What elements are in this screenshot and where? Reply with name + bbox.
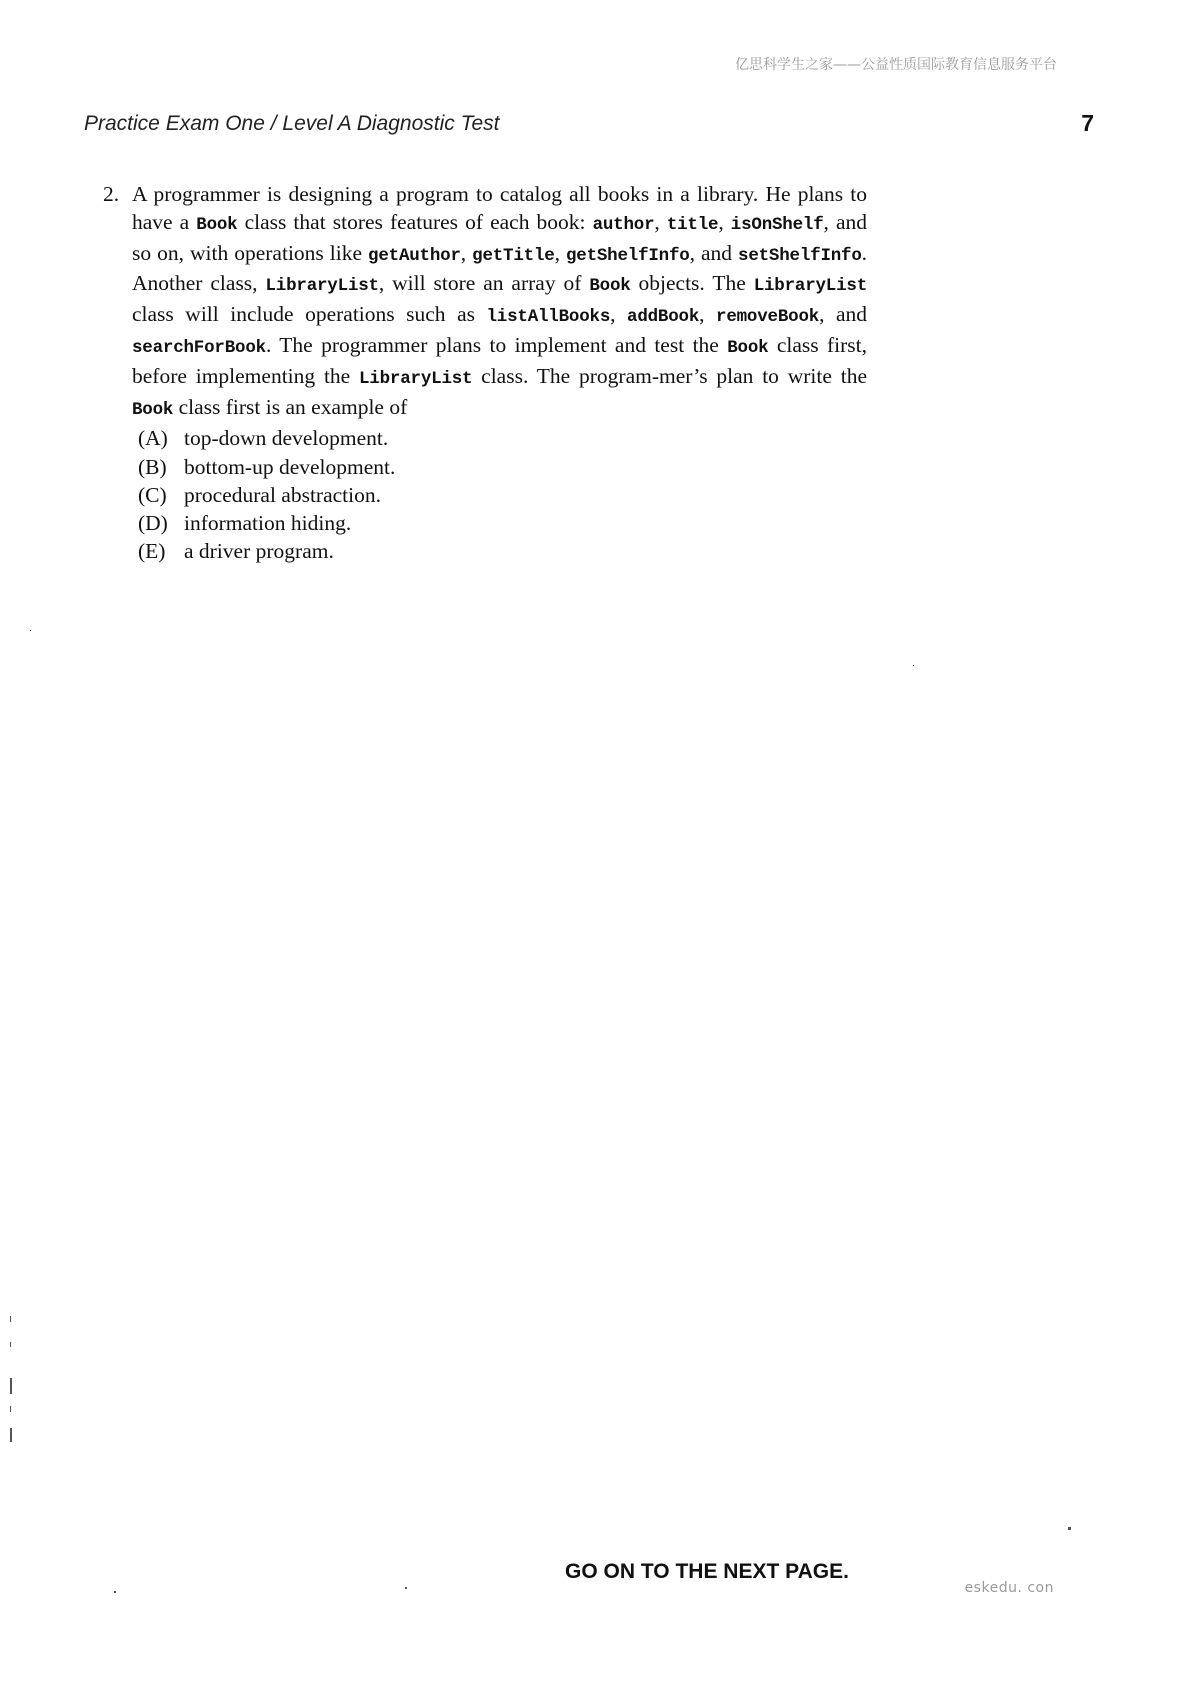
option-letter: (E)	[138, 539, 166, 564]
stem-code: title	[666, 214, 719, 235]
page-number: 7	[1081, 110, 1094, 136]
stem-code: Book	[196, 214, 238, 235]
stem-code: removeBook	[716, 307, 820, 328]
stem-text: ,	[718, 209, 731, 234]
stem-code: author	[592, 214, 655, 235]
watermark-top: 亿思科学生之家——公益性质国际教育信息服务平台	[735, 57, 1057, 73]
stem-text: , and	[689, 240, 739, 265]
option-a[interactable]	[138, 424, 867, 452]
stem-code: isOnShelf	[730, 214, 824, 235]
stem-code: searchForBook	[132, 337, 266, 358]
stem-code: Book	[132, 399, 174, 420]
stem-text: . The programmer plans to implement and test the	[265, 332, 728, 357]
stem-code: LibraryList	[753, 276, 868, 297]
stem-code: getAuthor	[368, 245, 461, 266]
scan-speck	[10, 1428, 12, 1442]
option-letter: (C)	[138, 482, 167, 507]
option-letter: (D)	[138, 510, 168, 535]
go-on-next-page: GO ON TO THE NEXT PAGE.	[565, 1560, 849, 1583]
stem-text: class first is an example of	[173, 394, 408, 419]
option-text: procedural abstraction.	[184, 482, 381, 507]
stem-text: objects. The	[630, 271, 754, 296]
scan-speck	[30, 630, 31, 631]
stem-code: getShelfInfo	[565, 245, 690, 266]
option-text: bottom-up development.	[184, 454, 396, 479]
stem-text: ,	[554, 240, 566, 265]
option-b[interactable]	[138, 453, 867, 481]
answer-options	[138, 424, 867, 565]
option-d[interactable]	[138, 509, 867, 537]
stem-code: Book	[727, 337, 769, 358]
scan-speck	[114, 1591, 116, 1593]
option-text: a driver program.	[184, 539, 334, 564]
stem-text: , and so on, with operations like	[132, 209, 868, 265]
option-text: top-down development.	[184, 426, 389, 451]
stem-text: ,	[610, 302, 628, 327]
option-c[interactable]	[138, 481, 867, 509]
question-stem	[132, 181, 867, 424]
question-number: 2.	[103, 182, 120, 206]
scan-speck	[1068, 1527, 1071, 1530]
stem-code: LibraryList	[265, 276, 379, 297]
scan-speck	[10, 1316, 11, 1322]
stem-text: ,	[460, 240, 473, 265]
option-text: information hiding.	[184, 510, 352, 535]
stem-text: class that stores features of each book:	[237, 209, 593, 234]
stem-code: addBook	[627, 307, 700, 328]
stem-text: class first, before implementing the	[132, 332, 867, 388]
stem-text: A programmer is designing a program to catalog all books in a library. He plans to have a	[132, 182, 867, 234]
option-e[interactable]	[138, 537, 867, 565]
option-letter: (B)	[138, 454, 167, 479]
scan-speck	[405, 1587, 407, 1589]
stem-code: listAllBooks	[486, 307, 611, 328]
scan-speck	[913, 665, 914, 666]
stem-code: LibraryList	[359, 368, 473, 389]
stem-code: setShelfInfo	[738, 245, 862, 266]
running-head: Practice Exam One / Level A Diagnostic Test	[84, 112, 500, 135]
stem-text: ,	[699, 302, 717, 327]
stem-text: class will include operations such as	[132, 302, 487, 327]
scan-speck	[10, 1342, 11, 1347]
stem-text: . Another class,	[132, 240, 868, 296]
stem-text: , and	[819, 302, 867, 327]
question-2	[103, 181, 867, 565]
scan-speck	[10, 1406, 11, 1412]
stem-text: ,	[654, 209, 667, 234]
option-letter: (A)	[138, 426, 168, 451]
stem-code: getTitle	[472, 245, 555, 266]
watermark-bottom: eskedu. con	[964, 1580, 1054, 1596]
stem-text: , will store an array of	[378, 271, 590, 296]
stem-text: class. The program-mer’s plan to write the	[472, 363, 867, 388]
scan-speck	[10, 1378, 12, 1394]
stem-code: Book	[589, 276, 631, 297]
